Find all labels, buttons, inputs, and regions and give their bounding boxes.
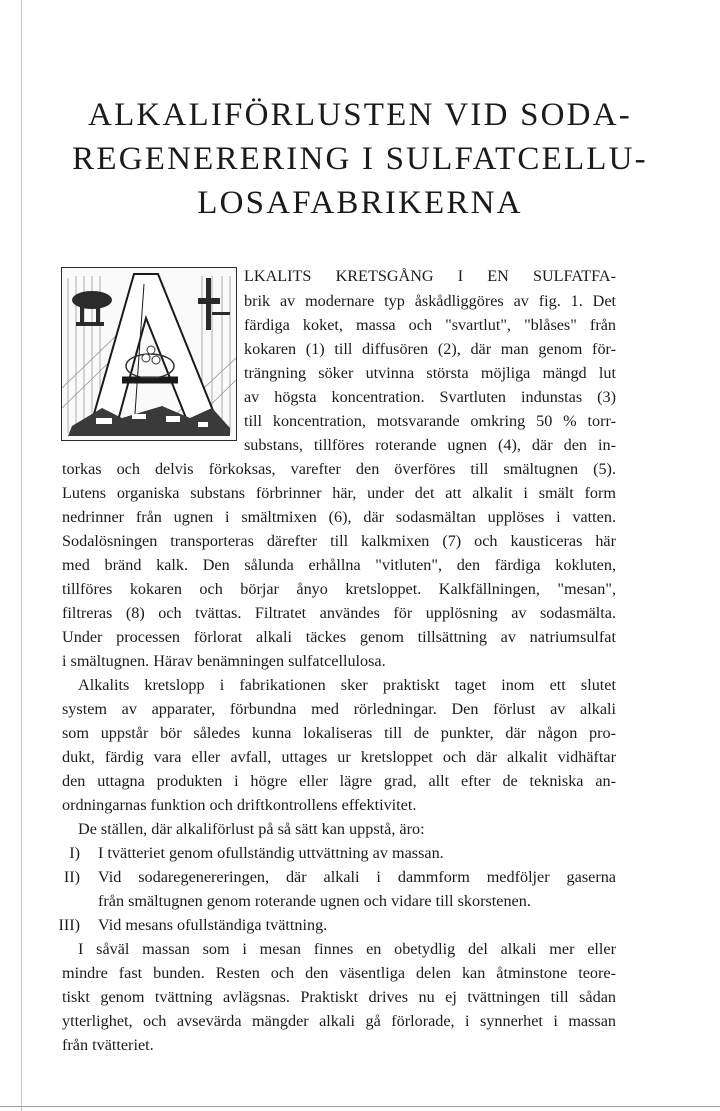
list-number: II) bbox=[63, 868, 80, 886]
body-text-line: system av apparater, förbundna med rörledningar. Den förlust av alkali bbox=[62, 700, 616, 718]
body-text-line: kokaren (1) till diffusören (2), där man genom för- bbox=[244, 340, 616, 358]
body-text-line: Lutens organiska substans förbrinner här, under det att alkalit i smält form bbox=[62, 484, 616, 502]
body-text-line: mindre fast bunden. Resten och den väsentliga delen kan åtminstone teore- bbox=[62, 964, 616, 982]
body-text-line: brik av modernare typ åskådliggöres av fig. 1. Det bbox=[244, 292, 616, 310]
body-text-line: Under processen förlorat alkali täckes genom tillsättning av natriumsulfat bbox=[62, 628, 616, 646]
body-text-line: ytterlighet, och avsevärda mängder alkali gå förlorade, i synnerhet i massan bbox=[62, 1012, 616, 1030]
body-text-line: LKALITS KRETSGÅNG I EN SULFATFA- bbox=[244, 267, 616, 285]
list-item-text: från smältugnen genom roterande ugnen och vidare till skorstenen. bbox=[98, 892, 531, 910]
body-text-line: tiskt genom tvättning avlägsnas. Praktiskt drives nu ej tvättningen till sådan bbox=[62, 988, 616, 1006]
body-text-line: Sodalösningen transporteras därefter till kalkmixen (7) och kausticeras här bbox=[62, 532, 616, 550]
body-text-line: I såväl massan som i mesan finnes en obetydlig del alkali mer eller bbox=[78, 940, 616, 958]
body-text-line: Alkalits kretslopp i fabrikationen sker praktiskt taget inom ett slutet bbox=[78, 676, 616, 694]
body-text-line: från tvätteriet. bbox=[62, 1036, 154, 1054]
list-number: I) bbox=[69, 844, 80, 862]
body-text-line: substans, tillföres roterande ugnen (4), där den in- bbox=[244, 436, 616, 454]
body-text-line: till koncentration, motsvarande omkring 50 % torr- bbox=[244, 412, 616, 430]
title-line: ALKALIFÖRLUSTEN VID SODA- bbox=[88, 97, 632, 133]
body-text-line: torkas och delvis förkoksas, varefter den överföres till smältugnen (5). bbox=[62, 460, 616, 478]
body-text-line: som uppstår bör således kunna lokaliseras till de punkter, där någon pro- bbox=[62, 724, 616, 742]
title-line: LOSAFABRIKERNA bbox=[197, 185, 523, 221]
body-text-line: dukt, färdig vara eller avfall, uttages ur kretsloppet och där alkalit vidhäftar bbox=[62, 748, 616, 766]
body-text-line: trängning söker utvinna största möjliga mängd lut bbox=[244, 364, 616, 382]
body-text-line: filtreras (8) och tvättas. Filtratet användes för upplösning av sodasmälta. bbox=[62, 604, 616, 622]
body-text-line: tillföres kokaren och börjar ånyo kretsloppet. Kalkfällningen, "mesan", bbox=[62, 580, 616, 598]
list-number: III) bbox=[58, 916, 80, 934]
body-text-line: nedrinner från ugnen i smältmixen (6), där sodasmältan upplöses i vatten. bbox=[62, 508, 616, 526]
page-bottom-edge bbox=[0, 1106, 720, 1107]
page-edge-line bbox=[21, 0, 22, 1111]
title-line: REGENERERING I SULFATCELLU- bbox=[72, 141, 648, 177]
list-item-text: Vid sodaregenereringen, där alkali i dammform medföljer gaserna bbox=[98, 868, 616, 886]
body-text-line: i smältugnen. Härav benämningen sulfatcellulosa. bbox=[62, 652, 386, 670]
article-title bbox=[60, 93, 660, 225]
body-text-line: med bränd kalk. Den sålunda erhållna "vitluten", den färdiga kokluten, bbox=[62, 556, 616, 574]
list-item-text: Vid mesans ofullständiga tvättning. bbox=[98, 916, 328, 934]
list-item-text: I tvätteriet genom ofullständig uttvättning av massan. bbox=[98, 844, 444, 862]
body-text-line: av högsta koncentration. Svartluten indunstas (3) bbox=[244, 388, 616, 406]
decorated-initial-illustration bbox=[61, 267, 237, 441]
body-text-line: De ställen, där alkaliförlust på så sätt kan uppstå, äro: bbox=[78, 820, 425, 838]
body-text-line: den uttagna produkten i högre eller lägre grad, allt efter de tekniska an- bbox=[62, 772, 616, 790]
body-text-line: ordningarnas funktion och driftkontrollens effektivitet. bbox=[62, 796, 417, 814]
body-text-line: färdiga koket, massa och "svartlut", "blåses" från bbox=[244, 316, 616, 334]
